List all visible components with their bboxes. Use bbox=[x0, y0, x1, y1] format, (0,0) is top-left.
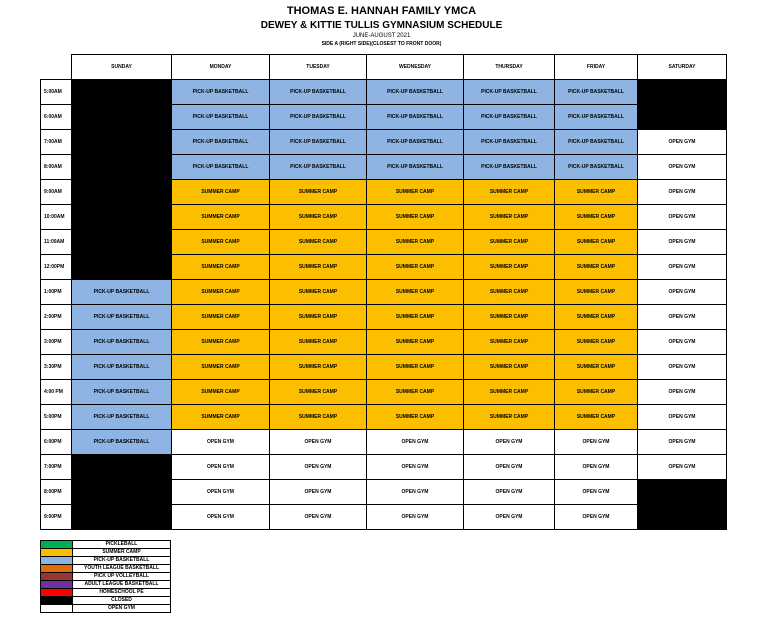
schedule-cell: SUMMER CAMP bbox=[464, 205, 555, 230]
schedule-cell: SUMMER CAMP bbox=[172, 280, 270, 305]
schedule-cell bbox=[72, 255, 172, 280]
schedule-cell: OPEN GYM bbox=[464, 480, 555, 505]
table-row bbox=[41, 130, 727, 155]
legend-label: PICKLEBALL bbox=[73, 541, 171, 549]
schedule-cell bbox=[72, 505, 172, 530]
day-header-wednesday: WEDNESDAY bbox=[367, 55, 464, 80]
schedule-subtitle: DEWEY & KITTIE TULLIS GYMNASIUM SCHEDULE bbox=[260, 20, 503, 31]
schedule-cell: SUMMER CAMP bbox=[172, 180, 270, 205]
legend-label: HOMESCHOOL PE bbox=[73, 589, 171, 597]
legend-swatch bbox=[41, 565, 73, 573]
schedule-cell: OPEN GYM bbox=[464, 455, 555, 480]
schedule-cell: PICK-UP BASKETBALL bbox=[72, 330, 172, 355]
schedule-cell: PICK-UP BASKETBALL bbox=[555, 155, 638, 180]
schedule-cell: OPEN GYM bbox=[638, 280, 727, 305]
schedule-cell bbox=[72, 230, 172, 255]
schedule-cell: OPEN GYM bbox=[367, 505, 464, 530]
schedule-cell: OPEN GYM bbox=[270, 455, 367, 480]
time-label: 1:00PM bbox=[41, 280, 72, 305]
schedule-cell: PICK-UP BASKETBALL bbox=[555, 105, 638, 130]
schedule-cell: SUMMER CAMP bbox=[270, 230, 367, 255]
schedule-cell: SUMMER CAMP bbox=[172, 230, 270, 255]
day-header-saturday: SATURDAY bbox=[638, 55, 727, 80]
schedule-cell: SUMMER CAMP bbox=[270, 330, 367, 355]
schedule-cell: PICK-UP BASKETBALL bbox=[464, 130, 555, 155]
schedule-cell bbox=[72, 155, 172, 180]
schedule-cell: OPEN GYM bbox=[555, 455, 638, 480]
schedule-cell: OPEN GYM bbox=[270, 505, 367, 530]
time-label: 3:30PM bbox=[41, 355, 72, 380]
legend-swatch bbox=[41, 549, 73, 557]
legend-row bbox=[41, 573, 171, 581]
schedule-cell: PICK-UP BASKETBALL bbox=[172, 130, 270, 155]
schedule-cell: OPEN GYM bbox=[638, 155, 727, 180]
legend-label: SUMMER CAMP bbox=[73, 549, 171, 557]
schedule-cell: OPEN GYM bbox=[638, 305, 727, 330]
schedule-cell: PICK-UP BASKETBALL bbox=[555, 80, 638, 105]
time-label: 6:00AM bbox=[41, 105, 72, 130]
schedule-cell: SUMMER CAMP bbox=[172, 380, 270, 405]
table-row bbox=[41, 380, 727, 405]
schedule-cell: OPEN GYM bbox=[270, 430, 367, 455]
schedule-cell: PICK-UP BASKETBALL bbox=[270, 105, 367, 130]
legend-row bbox=[41, 549, 171, 557]
schedule-cell: OPEN GYM bbox=[555, 480, 638, 505]
legend-row bbox=[41, 565, 171, 573]
schedule-cell: PICK-UP BASKETBALL bbox=[464, 155, 555, 180]
schedule-cell: SUMMER CAMP bbox=[270, 305, 367, 330]
table-row bbox=[41, 80, 727, 105]
schedule-dates: JUNE-AUGUST 2021 bbox=[352, 33, 411, 39]
schedule-cell: OPEN GYM bbox=[638, 130, 727, 155]
schedule-cell: PICK-UP BASKETBALL bbox=[270, 155, 367, 180]
table-row bbox=[41, 255, 727, 280]
table-row bbox=[41, 505, 727, 530]
schedule-cell: SUMMER CAMP bbox=[270, 355, 367, 380]
schedule-cell: PICK-UP BASKETBALL bbox=[172, 155, 270, 180]
legend-row bbox=[41, 557, 171, 565]
schedule-cell: SUMMER CAMP bbox=[367, 230, 464, 255]
time-label: 9:00AM bbox=[41, 180, 72, 205]
schedule-cell: SUMMER CAMP bbox=[555, 380, 638, 405]
schedule-cell: PICK-UP BASKETBALL bbox=[555, 130, 638, 155]
legend-swatch bbox=[41, 589, 73, 597]
schedule-cell bbox=[638, 80, 727, 105]
day-header-tuesday: TUESDAY bbox=[270, 55, 367, 80]
time-label: 6:00PM bbox=[41, 430, 72, 455]
time-label: 8:00AM bbox=[41, 155, 72, 180]
legend-row bbox=[41, 541, 171, 549]
schedule-cell: PICK-UP BASKETBALL bbox=[270, 80, 367, 105]
legend-label: OPEN GYM bbox=[73, 605, 171, 613]
schedule-cell: SUMMER CAMP bbox=[464, 380, 555, 405]
schedule-cell: PICK-UP BASKETBALL bbox=[72, 355, 172, 380]
schedule-cell: SUMMER CAMP bbox=[172, 255, 270, 280]
day-header-thursday: THURSDAY bbox=[464, 55, 555, 80]
schedule-cell: OPEN GYM bbox=[270, 480, 367, 505]
schedule-cell: SUMMER CAMP bbox=[555, 230, 638, 255]
schedule-cell bbox=[72, 105, 172, 130]
schedule-cell: OPEN GYM bbox=[172, 430, 270, 455]
schedule-cell: SUMMER CAMP bbox=[464, 230, 555, 255]
schedule-cell: OPEN GYM bbox=[555, 430, 638, 455]
schedule-cell: PICK-UP BASKETBALL bbox=[72, 280, 172, 305]
time-label: 9:00PM bbox=[41, 505, 72, 530]
day-header-monday: MONDAY bbox=[172, 55, 270, 80]
schedule-cell: OPEN GYM bbox=[638, 255, 727, 280]
legend-label: YOUTH LEAGUE BASKETBALL bbox=[73, 565, 171, 573]
schedule-cell bbox=[638, 505, 727, 530]
schedule-cell: SUMMER CAMP bbox=[555, 280, 638, 305]
schedule-cell: SUMMER CAMP bbox=[367, 305, 464, 330]
schedule-cell: SUMMER CAMP bbox=[172, 330, 270, 355]
schedule-cell: PICK-UP BASKETBALL bbox=[72, 430, 172, 455]
schedule-cell: SUMMER CAMP bbox=[464, 180, 555, 205]
table-row bbox=[41, 305, 727, 330]
schedule-cell: SUMMER CAMP bbox=[555, 205, 638, 230]
day-header-row bbox=[41, 55, 727, 80]
schedule-cell: SUMMER CAMP bbox=[555, 330, 638, 355]
schedule-cell: SUMMER CAMP bbox=[367, 180, 464, 205]
legend-label: CLOSED bbox=[73, 597, 171, 605]
time-label: 8:00PM bbox=[41, 480, 72, 505]
schedule-cell bbox=[72, 80, 172, 105]
time-label: 12:00PM bbox=[41, 255, 72, 280]
schedule-cell: SUMMER CAMP bbox=[367, 380, 464, 405]
schedule-cell: SUMMER CAMP bbox=[555, 355, 638, 380]
legend-swatch bbox=[41, 605, 73, 613]
schedule-cell: PICK-UP BASKETBALL bbox=[72, 405, 172, 430]
table-row bbox=[41, 205, 727, 230]
time-label: 11:00AM bbox=[41, 230, 72, 255]
schedule-cell: OPEN GYM bbox=[638, 455, 727, 480]
schedule-cell: OPEN GYM bbox=[638, 355, 727, 380]
schedule-table bbox=[40, 54, 727, 530]
schedule-cell: SUMMER CAMP bbox=[555, 405, 638, 430]
table-row bbox=[41, 180, 727, 205]
legend-label: PICK-UP BASKETBALL bbox=[73, 557, 171, 565]
schedule-cell: SUMMER CAMP bbox=[172, 305, 270, 330]
schedule-cell: SUMMER CAMP bbox=[367, 205, 464, 230]
schedule-cell: SUMMER CAMP bbox=[367, 405, 464, 430]
schedule-cell: SUMMER CAMP bbox=[270, 280, 367, 305]
schedule-cell: PICK-UP BASKETBALL bbox=[172, 80, 270, 105]
schedule-cell: PICK-UP BASKETBALL bbox=[270, 130, 367, 155]
schedule-cell: OPEN GYM bbox=[172, 505, 270, 530]
table-row bbox=[41, 230, 727, 255]
schedule-cell: PICK-UP BASKETBALL bbox=[367, 155, 464, 180]
table-row bbox=[41, 105, 727, 130]
schedule-cell bbox=[72, 205, 172, 230]
legend-swatch bbox=[41, 573, 73, 581]
schedule-cell: OPEN GYM bbox=[367, 430, 464, 455]
time-label: 7:00AM bbox=[41, 130, 72, 155]
schedule-cell: SUMMER CAMP bbox=[172, 405, 270, 430]
schedule-cell: PICK-UP BASKETBALL bbox=[367, 130, 464, 155]
schedule-cell: OPEN GYM bbox=[638, 230, 727, 255]
schedule-cell bbox=[638, 105, 727, 130]
time-label: 7:00PM bbox=[41, 455, 72, 480]
schedule-cell bbox=[72, 455, 172, 480]
legend-swatch bbox=[41, 557, 73, 565]
schedule-cell: OPEN GYM bbox=[172, 455, 270, 480]
schedule-cell: SUMMER CAMP bbox=[464, 305, 555, 330]
page-title: THOMAS E. HANNAH FAMILY YMCA bbox=[286, 5, 477, 17]
schedule-cell bbox=[72, 130, 172, 155]
legend-swatch bbox=[41, 541, 73, 549]
schedule-cell: SUMMER CAMP bbox=[270, 255, 367, 280]
table-row bbox=[41, 330, 727, 355]
schedule-cell: SUMMER CAMP bbox=[464, 330, 555, 355]
time-label: 5:00PM bbox=[41, 405, 72, 430]
corner-cell bbox=[41, 55, 72, 80]
table-row bbox=[41, 430, 727, 455]
legend-swatch bbox=[41, 581, 73, 589]
schedule-cell: SUMMER CAMP bbox=[270, 380, 367, 405]
schedule-cell: SUMMER CAMP bbox=[172, 205, 270, 230]
schedule-cell: OPEN GYM bbox=[638, 180, 727, 205]
legend-table bbox=[40, 540, 171, 613]
legend-row bbox=[41, 581, 171, 589]
table-row bbox=[41, 155, 727, 180]
legend-row bbox=[41, 605, 171, 613]
day-header-friday: FRIDAY bbox=[555, 55, 638, 80]
schedule-cell: SUMMER CAMP bbox=[555, 305, 638, 330]
table-row bbox=[41, 480, 727, 505]
schedule-cell: SUMMER CAMP bbox=[367, 355, 464, 380]
schedule-cell: OPEN GYM bbox=[638, 330, 727, 355]
schedule-cell: OPEN GYM bbox=[638, 205, 727, 230]
schedule-cell: SUMMER CAMP bbox=[464, 280, 555, 305]
time-label: 10:00AM bbox=[41, 205, 72, 230]
schedule-cell: SUMMER CAMP bbox=[464, 405, 555, 430]
gym-side-note: SIDE A (RIGHT SIDE)(CLOSEST TO FRONT DOOR) bbox=[321, 41, 442, 47]
schedule-cell: SUMMER CAMP bbox=[270, 405, 367, 430]
schedule-cell bbox=[72, 480, 172, 505]
legend-label: PICK UP VOLLEYBALL bbox=[73, 573, 171, 581]
schedule-cell: PICK-UP BASKETBALL bbox=[72, 305, 172, 330]
schedule-cell: OPEN GYM bbox=[555, 505, 638, 530]
schedule-cell: OPEN GYM bbox=[464, 430, 555, 455]
schedule-cell: OPEN GYM bbox=[367, 480, 464, 505]
schedule-cell: OPEN GYM bbox=[638, 405, 727, 430]
schedule-cell: SUMMER CAMP bbox=[172, 355, 270, 380]
time-label: 3:00PM bbox=[41, 330, 72, 355]
schedule-cell: PICK-UP BASKETBALL bbox=[172, 105, 270, 130]
legend-label: ADULT LEAGUE BASKETBALL bbox=[73, 581, 171, 589]
schedule-cell bbox=[72, 180, 172, 205]
time-label: 4:00 PM bbox=[41, 380, 72, 405]
schedule-cell: OPEN GYM bbox=[367, 455, 464, 480]
schedule-cell: SUMMER CAMP bbox=[367, 255, 464, 280]
schedule-cell: OPEN GYM bbox=[638, 380, 727, 405]
schedule-cell: SUMMER CAMP bbox=[464, 255, 555, 280]
table-row bbox=[41, 355, 727, 380]
schedule-cell: SUMMER CAMP bbox=[270, 205, 367, 230]
table-row bbox=[41, 405, 727, 430]
schedule-cell: OPEN GYM bbox=[464, 505, 555, 530]
table-row bbox=[41, 455, 727, 480]
schedule-cell: OPEN GYM bbox=[172, 480, 270, 505]
time-label: 5:00AM bbox=[41, 80, 72, 105]
schedule-cell: PICK-UP BASKETBALL bbox=[464, 105, 555, 130]
legend-row bbox=[41, 589, 171, 597]
schedule-cell: PICK-UP BASKETBALL bbox=[464, 80, 555, 105]
schedule-cell: SUMMER CAMP bbox=[555, 180, 638, 205]
schedule-cell: PICK-UP BASKETBALL bbox=[367, 80, 464, 105]
schedule-cell: SUMMER CAMP bbox=[464, 355, 555, 380]
legend-swatch bbox=[41, 597, 73, 605]
schedule-cell: OPEN GYM bbox=[638, 430, 727, 455]
schedule-cell: PICK-UP BASKETBALL bbox=[72, 380, 172, 405]
schedule-cell: PICK-UP BASKETBALL bbox=[367, 105, 464, 130]
schedule-cell: SUMMER CAMP bbox=[270, 180, 367, 205]
schedule-cell: SUMMER CAMP bbox=[555, 255, 638, 280]
schedule-cell: SUMMER CAMP bbox=[367, 280, 464, 305]
day-header-sunday: SUNDAY bbox=[72, 55, 172, 80]
legend-row bbox=[41, 597, 171, 605]
schedule-cell bbox=[638, 480, 727, 505]
table-row bbox=[41, 280, 727, 305]
time-label: 2:00PM bbox=[41, 305, 72, 330]
schedule-cell: SUMMER CAMP bbox=[367, 330, 464, 355]
